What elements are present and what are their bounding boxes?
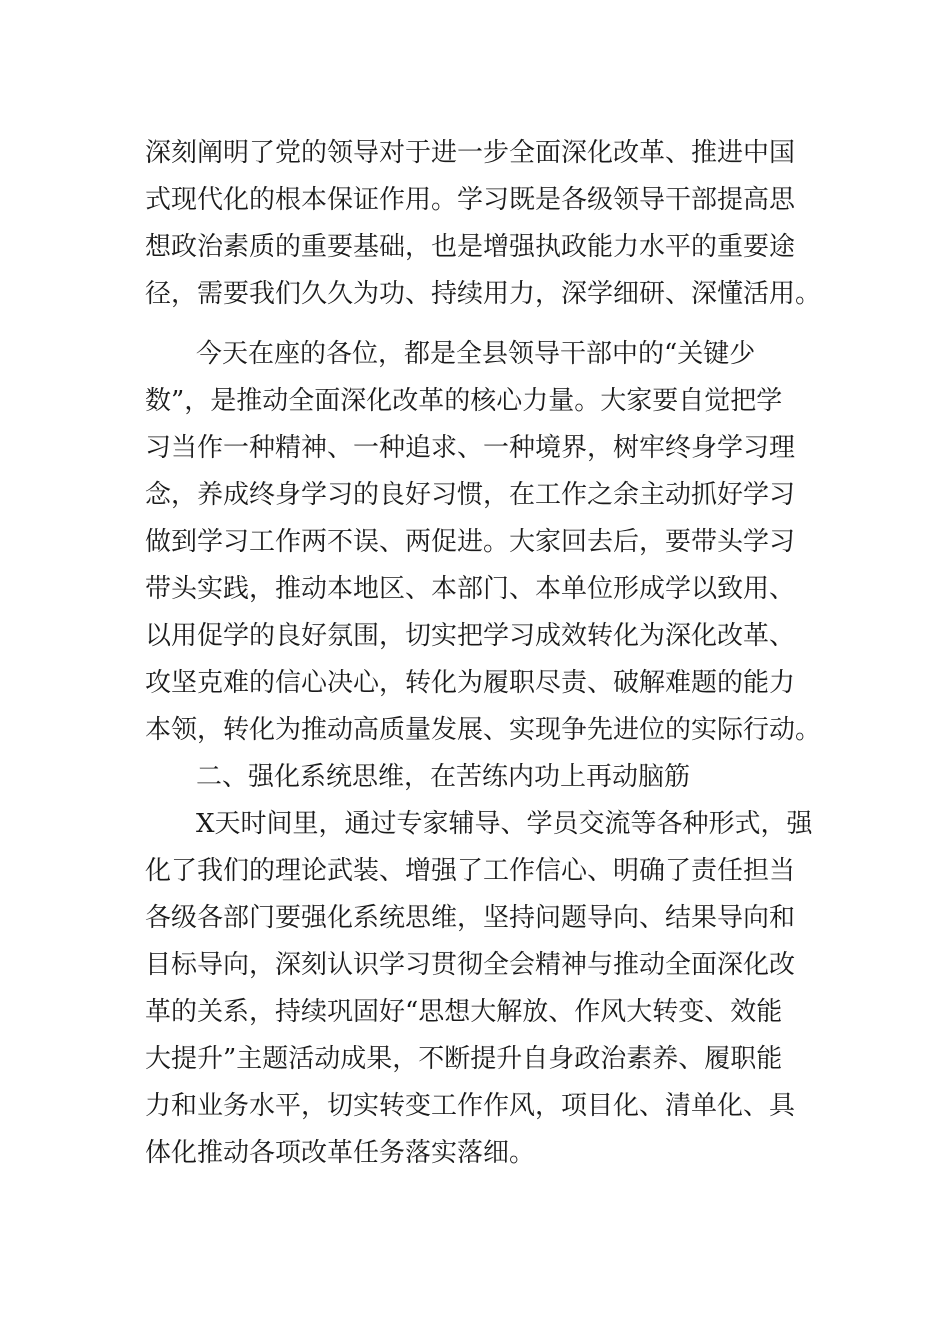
text-line: 大提升”主题活动成果，不断提升自身政治素养、履职能 [145, 1044, 783, 1074]
text-line: 习当作一种精神、一种追求、一种境界，树牢终身学习理 [145, 433, 796, 463]
text-line: 力和业务水平，切实转变工作作风，项目化、清单化、具 [145, 1091, 796, 1121]
text-line: 念，养成终身学习的良好习惯，在工作之余主动抓好学习 [145, 480, 796, 510]
text-line: 想政治素质的重要基础，也是增强执政能力水平的重要途 [145, 232, 796, 262]
text-line: 目标导向，深刻认识学习贯彻全会精神与推动全面深化改 [145, 950, 796, 980]
text-line: 径，需要我们久久为功、持续用力，深学细研、深懂活用。 [145, 279, 822, 309]
text-line: 式现代化的根本保证作用。学习既是各级领导干部提高思 [145, 185, 796, 215]
text-line: 攻坚克难的信心决心，转化为履职尽责、破解难题的能力 [145, 668, 796, 698]
text-line: X天时间里，通过专家辅导、学员交流等各种形式，强 [196, 809, 813, 839]
text-line: 带头实践，推动本地区、本部门、本单位形成学以致用、 [145, 574, 796, 604]
text-line: 体化推动各项改革任务落实落细。 [145, 1138, 536, 1168]
text-line: 本领，转化为推动高质量发展、实现争先进位的实际行动。 [145, 715, 822, 745]
text-line: 做到学习工作两不误、两促进。大家回去后，要带头学习 [145, 527, 796, 557]
text-line: 数”，是推动全面深化改革的核心力量。大家要自觉把学 [145, 386, 783, 416]
section-heading: 二、强化系统思维，在苦练内功上再动脑筋 [196, 762, 691, 792]
text-line: 化了我们的理论武装、增强了工作信心、明确了责任担当 [145, 856, 796, 886]
text-line: 各级各部门要强化系统思维，坚持问题导向、结果导向和 [145, 903, 796, 933]
text-line: 今天在座的各位，都是全县领导干部中的“关键少 [196, 339, 756, 369]
text-line: 深刻阐明了党的领导对于进一步全面深化改革、推进中国 [145, 138, 796, 168]
text-line: 革的关系，持续巩固好“思想大解放、作风大转变、效能 [145, 997, 783, 1027]
text-line: 以用促学的良好氛围，切实把学习成效转化为深化改革、 [145, 621, 796, 651]
